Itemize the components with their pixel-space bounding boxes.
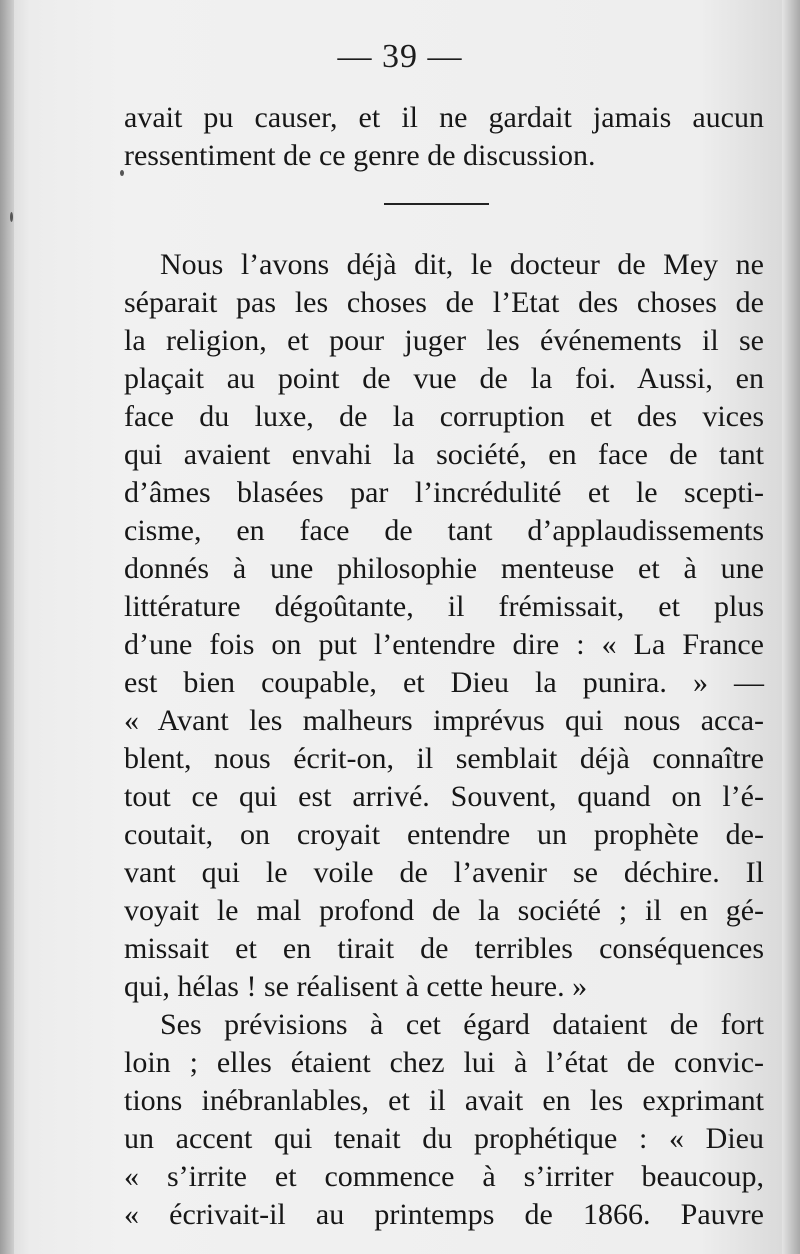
text-line: plaçait au point de vue de la foi. Aussi, en [124,362,764,395]
text-line: avait pu causer, et il ne gardait jamais aucun [124,101,764,134]
text-line: d’âmes blasées par l’incrédulité et le scepti- [124,476,764,509]
text-line: tout ce qui est arrivé. Souvent, quand on l’é- [124,780,764,813]
page-number: — 39 — [337,38,463,75]
text-line: qui avaient envahi la société, en face de tant [124,438,764,471]
text-line: donnés à une philosophie menteuse et à une [124,552,764,585]
text-line: « s’irrite et commence à s’irriter beaucoup, [124,1160,764,1193]
text-line: un accent qui tenait du prophétique : « Dieu [124,1122,764,1155]
page-right-edge [782,0,800,1254]
text-line: « écrivait-il au printemps de 1866. Pauvre [124,1198,764,1231]
text-line: tions inébranlables, et il avait en les exprimant [124,1084,764,1117]
main-text [124,246,764,1234]
text-line: missait et en tirait de terribles conséquences [124,932,764,965]
text-line: voyait le mal profond de la société ; il en gé- [124,894,764,927]
text-line: la religion, et pour juger les événements il se [124,324,764,357]
ink-speck [10,212,13,222]
text-line: est bien coupable, et Dieu la punira. » — [124,666,764,699]
text-line: blent, nous écrit-on, il semblait déjà connaître [124,742,764,775]
text-line: qui, hélas ! se réalisent à cette heure. » [124,970,588,1003]
text-line: vant qui le voile de l’avenir se déchire. Il [124,856,764,889]
text-line: « Avant les malheurs imprévus qui nous acca- [124,704,764,737]
text-line: loin ; elles étaient chez lui à l’état de convic- [124,1046,764,1079]
section-separator [384,203,489,205]
text-line: coutait, on croyait entendre un prophète de- [124,818,764,851]
text-line: face du luxe, de la corruption et des vices [124,400,764,433]
page-left-edge [0,0,14,1254]
text-line: littérature dégoûtante, il frémissait, et plus [124,590,764,623]
text-line: ressentiment de ce genre de discussion. [124,139,596,172]
text-line: Ses prévisions à cet égard dataient de fort [160,1008,764,1041]
text-line: séparait pas les choses de l’Etat des choses de [124,286,764,319]
text-line: Nous l’avons déjà dit, le docteur de Mey ne [160,248,764,281]
text-line: d’une fois on put l’entendre dire : « La France [124,628,764,661]
text-line: cisme, en face de tant d’applaudissements [124,514,764,547]
continuation-paragraph [124,99,764,175]
ink-speck [120,170,124,176]
